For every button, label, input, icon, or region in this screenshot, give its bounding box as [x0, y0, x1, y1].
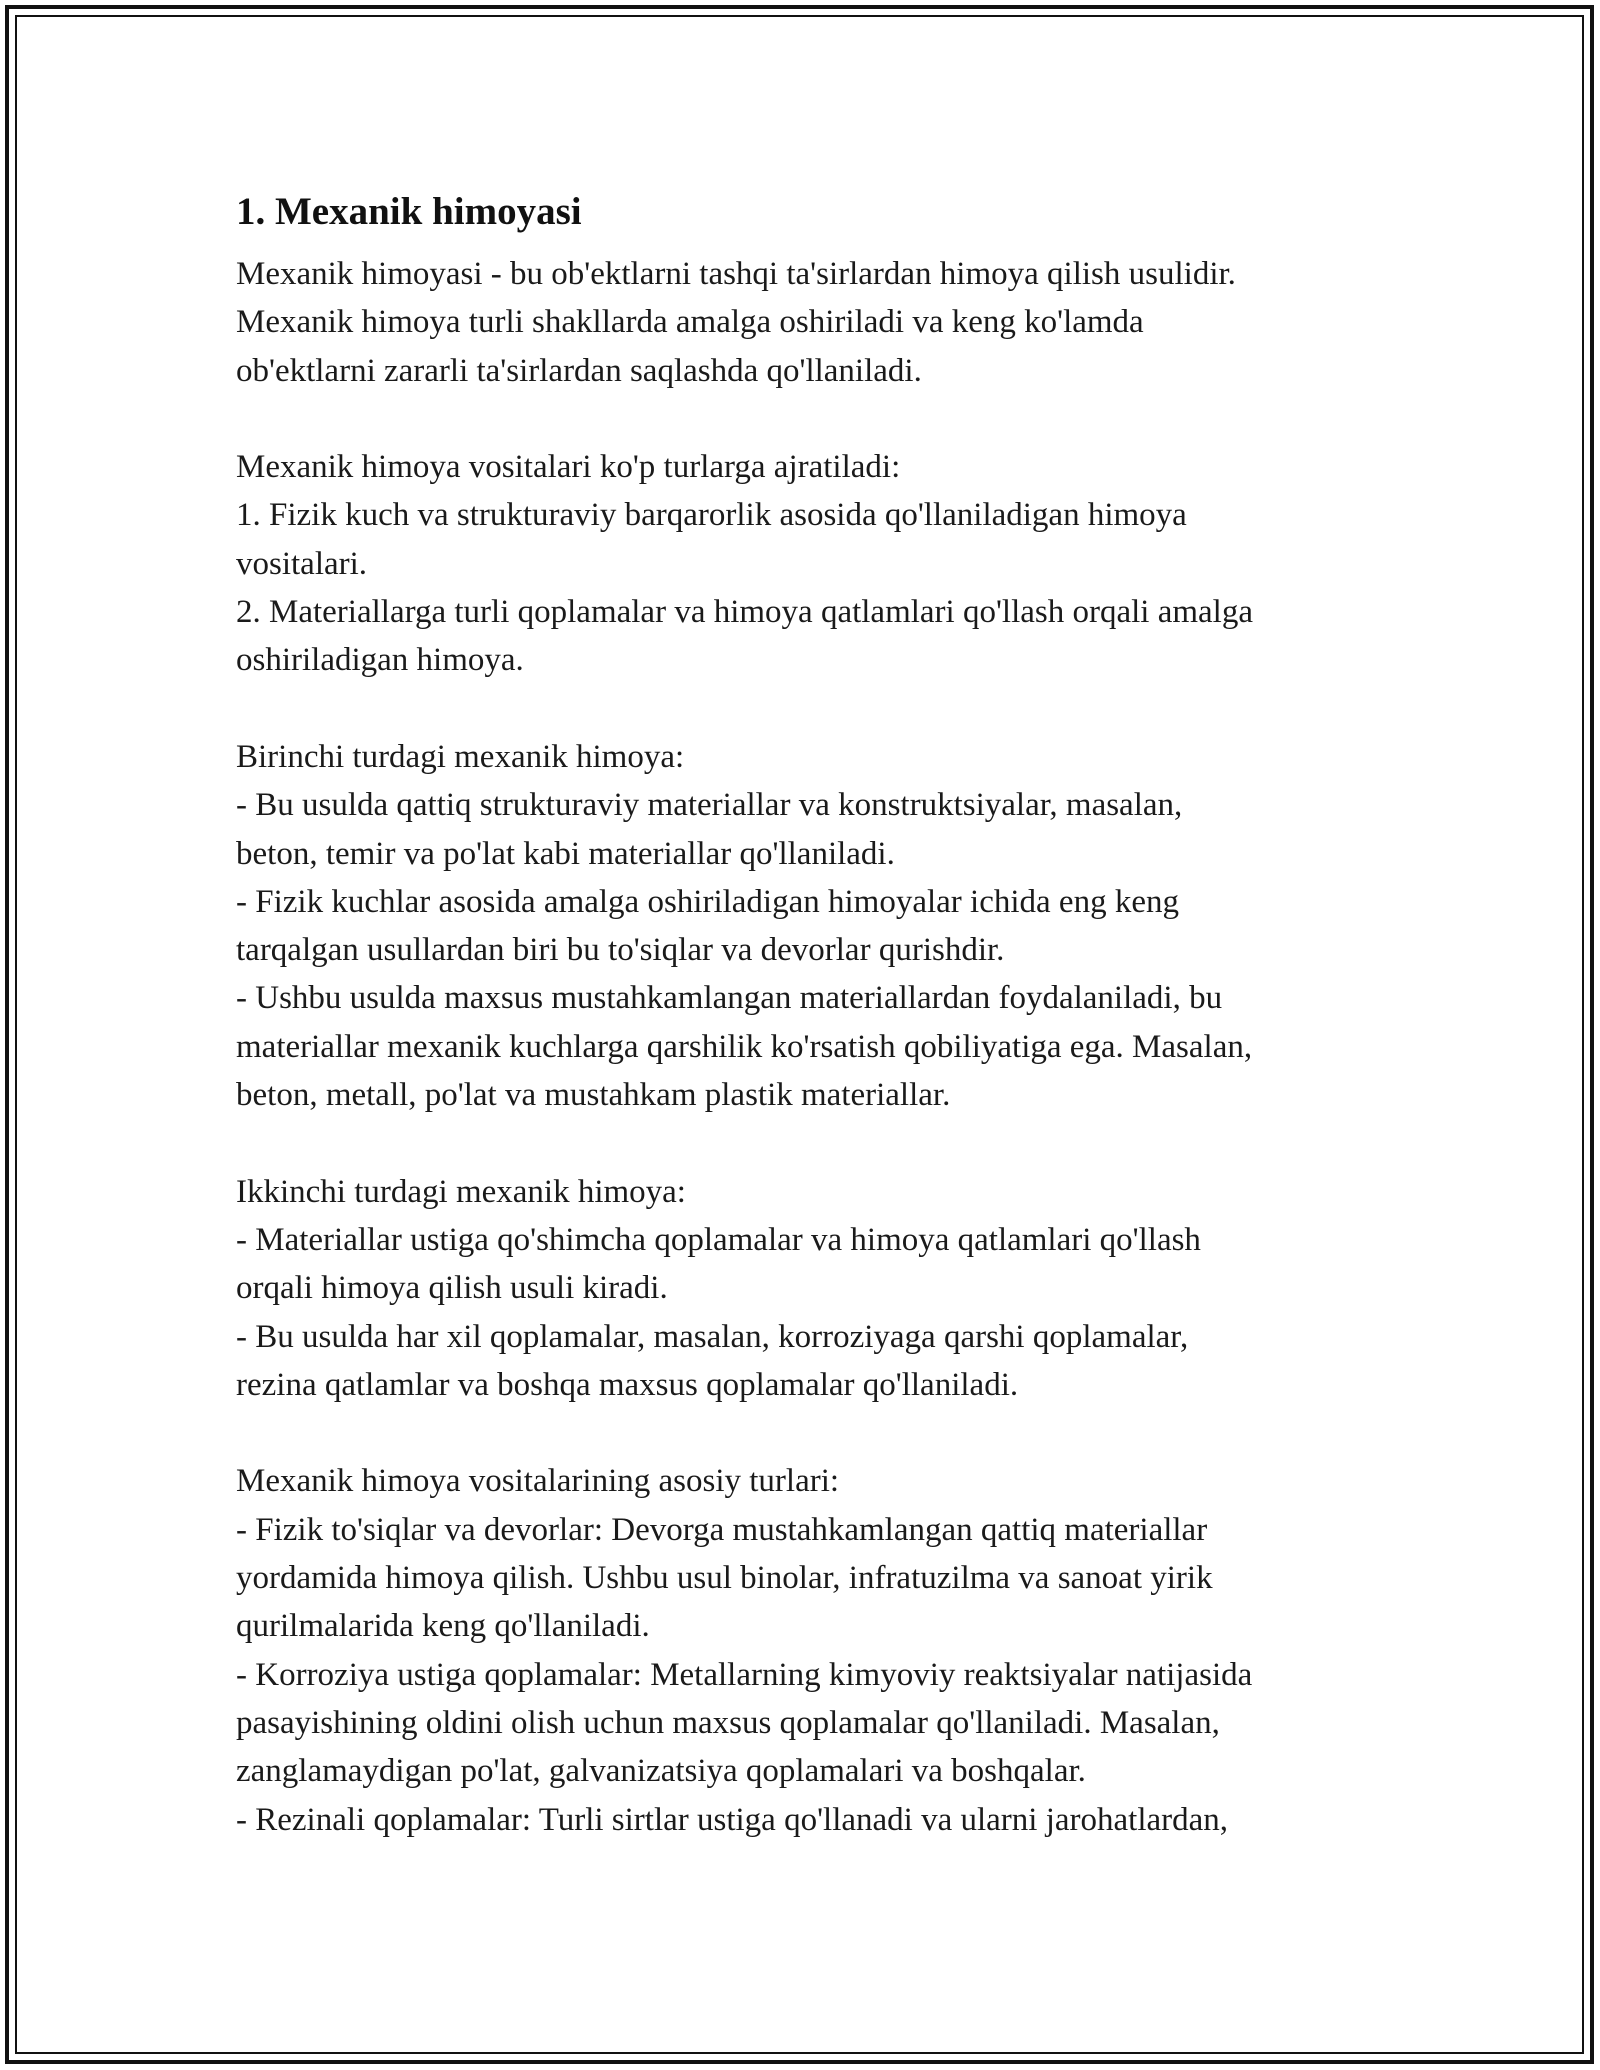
intro-paragraph: Mexanik himoyasi - bu ob'ektlarni tashqi ta'sirlardan himoya qilish usulidir. Mexanik himoya turli shakllarda amalga oshiriladi va keng ko'lamda ob'ektlarni zararli ta'sirlardan saqlashda qo'llaniladi. — [236, 256, 1236, 389]
main-types-paragraph: Mexanik himoya vositalarining asosiy turlari: - Fizik to'siqlar va devorlar: Devorga mustahkamlangan qattiq materiallar yordamida himoya qilish. Ushbu usul binolar, infratuzilma va sanoat yirik qurilmalarida keng qo'llaniladi. - Korroziya ustiga qoplamalar: Metallarning kimyoviy reaktsiyalar natijasida pasayishining oldini olish uchun maxsus qoplamalar qo'llaniladi. Masalan, zanglamaydigan po'lat, galvanizatsiya qoplamalari va boshqalar. - Rezinali qoplamalar: Turli sirtlar ustiga qo'llanadi va ularni jarohatlardan, — [236, 1463, 1253, 1838]
paragraph-gap — [236, 1119, 1416, 1167]
first-type-paragraph: Birinchi turdagi mexanik himoya: - Bu usulda qattiq strukturaviy materiallar va konstruktsiyalar, masalan, beton, temir va po'lat kabi materiallar qo'llaniladi. - Fizik kuchlar asosida amalga oshiriladigan himoyalar ichida eng keng tarqalgan usullardan biri bu to'siqlar va devorlar qurishdir. - Ushbu usulda maxsus mustahkamlangan materiallardan foydalaniladi, bu materiallar mexanik kuchlarga qarshilik ko'rsatish qobiliyatiga ega. Masalan, beton, metall, po'lat va mustahkam plastik materiallar. — [236, 738, 1253, 1114]
paragraph-gap — [236, 1409, 1416, 1457]
second-type-paragraph: Ikkinchi turdagi mexanik himoya: - Materiallar ustiga qo'shimcha qoplamalar va himoya qatlamlari qo'llash orqali himoya qilish usuli kiradi. - Bu usulda har xil qoplamalar, masalan, korroziyaga qarshi qoplamalar, rezina qatlamlar va boshqa maxsus qoplamalar qo'llaniladi. — [236, 1173, 1201, 1403]
paragraph-gap — [236, 685, 1416, 733]
document-page — [236, 186, 1416, 1844]
paragraph-gap — [236, 395, 1416, 443]
document-title: 1. Mexanik himoyasi — [236, 190, 582, 233]
types-list-paragraph: Mexanik himoya vositalari ko'p turlarga ajratiladi: 1. Fizik kuch va strukturaviy barqarorlik asosida qo'llaniladigan himoya vositalari. 2. Materiallarga turli qoplamalar va himoya qatlamlari qo'llash orqali amalga oshiriladigan himoya. — [236, 449, 1253, 679]
